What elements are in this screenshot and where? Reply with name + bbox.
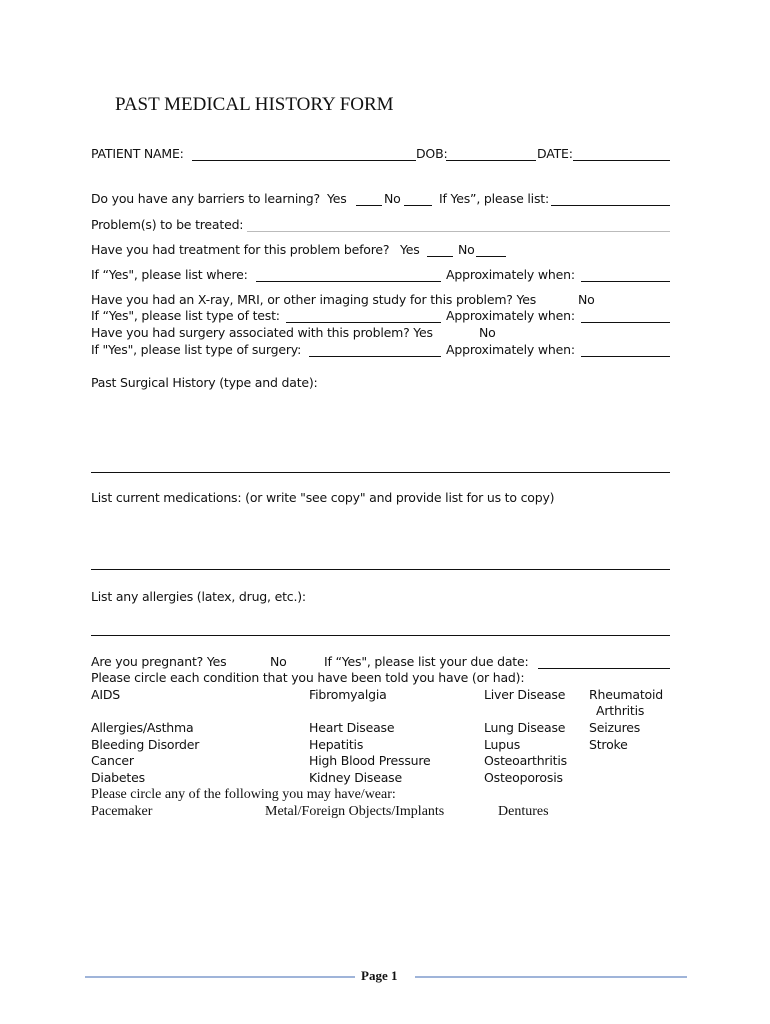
device-item[interactable]: Metal/Foreign Objects/Implants: [265, 804, 445, 819]
barriers-no[interactable]: No: [384, 191, 401, 206]
condition-item[interactable]: Seizures: [589, 720, 641, 735]
device-item[interactable]: Pacemaker: [91, 804, 153, 819]
page-title: PAST MEDICAL HISTORY FORM: [115, 94, 394, 115]
imaging-type-field[interactable]: [286, 322, 441, 323]
patient-name-label: PATIENT NAME:: [91, 146, 184, 161]
imaging-type-label: If “Yes", please list type of test:: [91, 308, 280, 323]
surgery-no[interactable]: No: [479, 325, 496, 340]
condition-item[interactable]: Diabetes: [91, 770, 145, 785]
page-number: Page 1: [361, 968, 398, 983]
barriers-if-yes: If Yes”, please list:: [439, 191, 549, 206]
problems-label: Problem(s) to be treated:: [91, 217, 244, 232]
treatment-where-label: If “Yes", please list where:: [91, 267, 248, 282]
condition-item[interactable]: Heart Disease: [309, 720, 395, 735]
condition-item[interactable]: Lung Disease: [484, 720, 566, 735]
dob-field[interactable]: [446, 160, 536, 161]
barriers-yes-blank[interactable]: [356, 205, 382, 206]
allergies-field[interactable]: [91, 635, 670, 636]
treatment-when-label: Approximately when:: [446, 267, 575, 282]
pregnant-question: Are you pregnant? Yes: [91, 654, 227, 669]
condition-item[interactable]: Arthritis: [596, 703, 645, 718]
condition-item[interactable]: Cancer: [91, 753, 134, 768]
treatment-yes[interactable]: Yes: [400, 242, 420, 257]
surgery-question: Have you had surgery associated with this problem? Yes: [91, 325, 433, 340]
condition-item[interactable]: AIDS: [91, 687, 120, 702]
imaging-when-label: Approximately when:: [446, 308, 575, 323]
barriers-question: Do you have any barriers to learning?: [91, 191, 320, 206]
device-item[interactable]: Dentures: [498, 804, 549, 819]
surgery-when-label: Approximately when:: [446, 342, 575, 357]
medications-field[interactable]: [91, 569, 670, 570]
treatment-where-field[interactable]: [256, 281, 441, 282]
due-date-field[interactable]: [538, 668, 670, 669]
past-surgical-label: Past Surgical History (type and date):: [91, 375, 318, 390]
surgery-when-field[interactable]: [581, 356, 670, 357]
dob-label: DOB:: [416, 146, 448, 161]
condition-item[interactable]: Liver Disease: [484, 687, 566, 702]
condition-item[interactable]: Allergies/Asthma: [91, 720, 194, 735]
condition-item[interactable]: Fibromyalgia: [309, 687, 387, 702]
condition-item[interactable]: Lupus: [484, 737, 521, 752]
allergies-label: List any allergies (latex, drug, etc.):: [91, 589, 306, 604]
patient-name-field[interactable]: [192, 160, 416, 161]
barriers-yes[interactable]: Yes: [327, 191, 347, 206]
treatment-question: Have you had treatment for this problem before?: [91, 242, 390, 257]
footer-rule-right: [415, 976, 687, 978]
date-field[interactable]: [573, 160, 670, 161]
condition-item[interactable]: Rheumatoid: [589, 687, 664, 702]
medications-label: List current medications: (or write "see copy" and provide list for us to copy): [91, 490, 555, 505]
problems-field[interactable]: [247, 231, 670, 232]
date-label: DATE:: [537, 146, 573, 161]
barriers-no-blank[interactable]: [404, 205, 432, 206]
condition-item[interactable]: High Blood Pressure: [309, 753, 431, 768]
pregnant-no[interactable]: No: [270, 654, 287, 669]
treatment-no[interactable]: No: [458, 242, 475, 257]
imaging-question: Have you had an X-ray, MRI, or other imaging study for this problem? Yes: [91, 292, 537, 307]
condition-item[interactable]: Osteoarthritis: [484, 753, 567, 768]
past-surgical-field[interactable]: [91, 472, 670, 473]
treatment-no-blank[interactable]: [476, 256, 506, 257]
conditions-intro: Please circle each condition that you have been told you have (or had):: [91, 670, 525, 685]
condition-item[interactable]: Kidney Disease: [309, 770, 402, 785]
surgery-type-label: If "Yes", please list type of surgery:: [91, 342, 302, 357]
treatment-yes-blank[interactable]: [427, 256, 453, 257]
condition-item[interactable]: Bleeding Disorder: [91, 737, 200, 752]
condition-item[interactable]: Hepatitis: [309, 737, 364, 752]
footer-rule-left: [85, 976, 355, 978]
imaging-when-field[interactable]: [581, 322, 670, 323]
devices-intro: Please circle any of the following you may have/wear:: [91, 787, 396, 802]
barriers-list-field[interactable]: [551, 205, 670, 206]
imaging-no[interactable]: No: [578, 292, 595, 307]
due-date-label: If “Yes", please list your due date:: [324, 654, 529, 669]
condition-item[interactable]: Stroke: [589, 737, 628, 752]
treatment-when-field[interactable]: [581, 281, 670, 282]
surgery-type-field[interactable]: [309, 356, 441, 357]
condition-item[interactable]: Osteoporosis: [484, 770, 563, 785]
